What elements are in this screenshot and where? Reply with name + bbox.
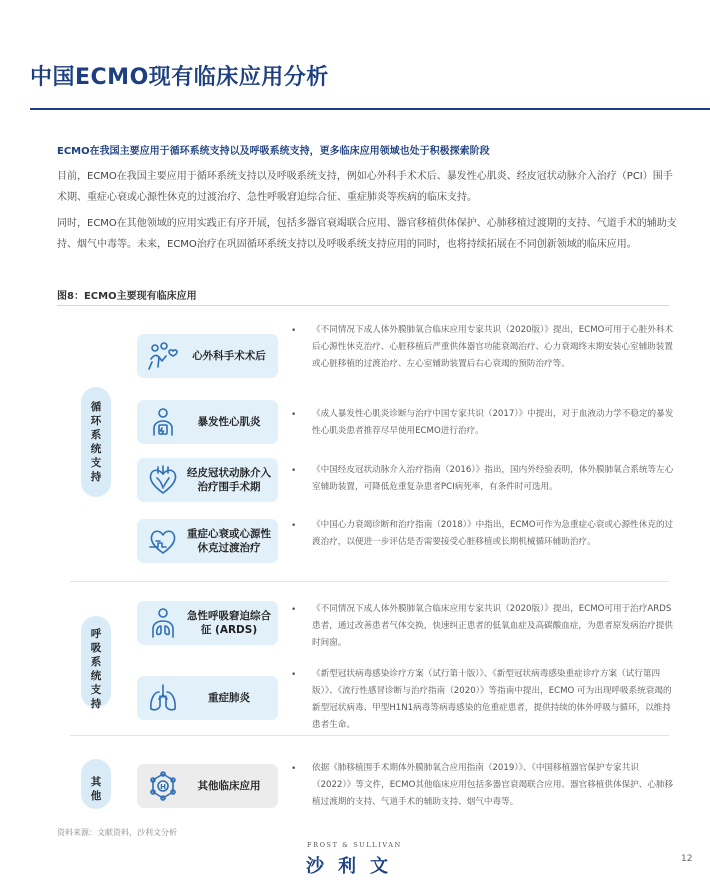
application-description: 《新型冠状病毒感染诊疗方案（试行第十版）》、《新型冠状病毒感染重症诊疗方案（试行第四版）》、《流行性感冒诊断与治疗指南（2020）》等指南中提出，ECMO 可为出现呼吸系统衰竭的新型冠状病毒、甲型H1N1病毒等病毒感染的危重症患者，提供持续的体外呼吸与循环，以维持患者生命。	[312, 669, 672, 730]
category-label-other: 其 他	[90, 776, 102, 802]
brand-logo: 沙利文	[306, 856, 402, 877]
bullet-marker: •	[291, 605, 297, 615]
patient-monitor-icon	[146, 405, 180, 439]
bullet-marker: •	[291, 670, 297, 680]
heart-plus-icon	[146, 524, 180, 558]
category-label-circulatory: 循 环 系 统 支 持	[90, 401, 102, 483]
application-card-cardiac-surgery	[137, 334, 278, 378]
application-description: 依据《肺移植围手术期体外膜肺氧合应用指南（2019）》、《中国移植器官保护专家共识（2022）》等文件，ECMO其他临床应用包括多器官衰竭联合应用、器官移植供体保护、心肺移植过渡期的支持、气道手术的辅助支持、烟气中毒等。	[312, 763, 674, 807]
brand-name-english: FROST & SULLIVAN	[307, 841, 402, 849]
application-card-severe-pneumonia	[137, 676, 278, 720]
application-description: 《中国经皮冠状动脉介入治疗指南（2016）》指出，国内外经验表明，体外膜肺氧合系统等左心室辅助装置，可降低危重复杂患者PCI病死率，有条件时可选用。	[312, 465, 674, 492]
heart-vessels-icon	[146, 463, 180, 497]
page-title: 中国ECMO现有临床应用分析	[30, 65, 329, 90]
application-label: 经皮冠状动脉介入治疗围手术期	[187, 467, 271, 493]
lungs-icon	[146, 681, 180, 715]
page-number: 12	[681, 854, 693, 864]
application-description: 《中国心力衰竭诊断和治疗指南（2018）》中指出，ECMO可作为急重症心衰或心源性休克的过渡治疗，以便进一步评估是否需要接受心脏移植或长期机械循环辅助治疗。	[312, 520, 674, 547]
figure-divider	[57, 305, 669, 306]
application-card-other	[137, 764, 278, 808]
application-label: 重症心衰或心源性休克过渡治疗	[187, 528, 271, 554]
application-description: 《成人暴发性心肌炎诊断与治疗中国专家共识（2017）》中提出，对于血液动力学不稳定的暴发性心肌炎患者推荐尽早使用ECMO进行治疗。	[312, 409, 674, 436]
bullet-marker: •	[291, 521, 297, 531]
application-label: 急性呼吸窘迫综合征 (ARDS)	[187, 610, 271, 636]
section-subheading: ECMO在我国主要应用于循环系统支持以及呼吸系统支持，更多临床应用领域也处于积极探索阶段	[57, 146, 490, 157]
hydrogen-molecule-icon	[146, 769, 180, 803]
patient-lungs-icon	[146, 606, 180, 640]
application-description: 《不同情况下成人体外膜肺氧合临床应用专家共识（2020版）》提出，ECMO可用于治疗ARDS患者，通过改善患者气体交换，快速纠正患者的低氧血症及高碳酸血症，为患者原发病治疗提供时间窗。	[312, 604, 673, 648]
heart-surgery-icon	[146, 339, 180, 373]
bullet-marker: •	[291, 326, 297, 336]
application-description: 《不同情况下成人体外膜肺氧合临床应用专家共识（2020版）》提出，ECMO可用于心脏外科术后心源性休克治疗、心脏移植后严重供体器官功能衰竭治疗、心力衰竭终末期安装心室辅助装置或心脏移植的过渡治疗、左心室辅助装置后右心衰竭的预防治疗等。	[312, 325, 674, 369]
title-divider	[30, 108, 710, 110]
bullet-marker: •	[291, 764, 297, 774]
bullet-marker: •	[291, 466, 297, 476]
application-label: 重症肺炎	[208, 692, 250, 704]
figure-caption: 图8：ECMO主要现有临床应用	[57, 291, 197, 302]
application-card-pci-perioperative	[137, 458, 278, 502]
application-card-ards	[137, 601, 278, 645]
body-paragraph-2: 同时，ECMO在其他领域的应用实践正有序开展，包括多器官衰竭联合应用、器官移植供体保护、心肺移植过渡期的支持、气道手术的辅助支持、烟气中毒等。未来，ECMO治疗在巩固循环系统支持以及呼吸系统支持应用的同时，也将持续拓展在不同创新领域的临床应用。	[57, 218, 677, 250]
source-note: 资料来源：文献资料，沙利文分析	[57, 828, 177, 837]
application-card-heart-failure-shock	[137, 519, 278, 563]
svg-text:H: H	[160, 783, 166, 791]
application-label: 心外科手术术后	[192, 350, 266, 362]
section-divider	[70, 581, 669, 582]
section-divider	[70, 735, 669, 736]
category-label-respiratory: 呼 吸 系 统 支 持	[90, 628, 102, 710]
application-card-fulminant-myocarditis	[137, 400, 278, 444]
bullet-marker: •	[291, 410, 297, 420]
application-label: 其他临床应用	[197, 780, 261, 792]
application-label: 暴发性心肌炎	[197, 416, 261, 428]
body-paragraph-1: 目前，ECMO在我国主要应用于循环系统支持以及呼吸系统支持，例如心外科手术术后、暴发性心肌炎、经皮冠状动脉介入治疗（PCI）围手术期、重症心衰或心源性休克的过渡治疗、急性呼吸窘迫综合征、重症肺炎等疾病的临床支持。	[57, 171, 673, 203]
